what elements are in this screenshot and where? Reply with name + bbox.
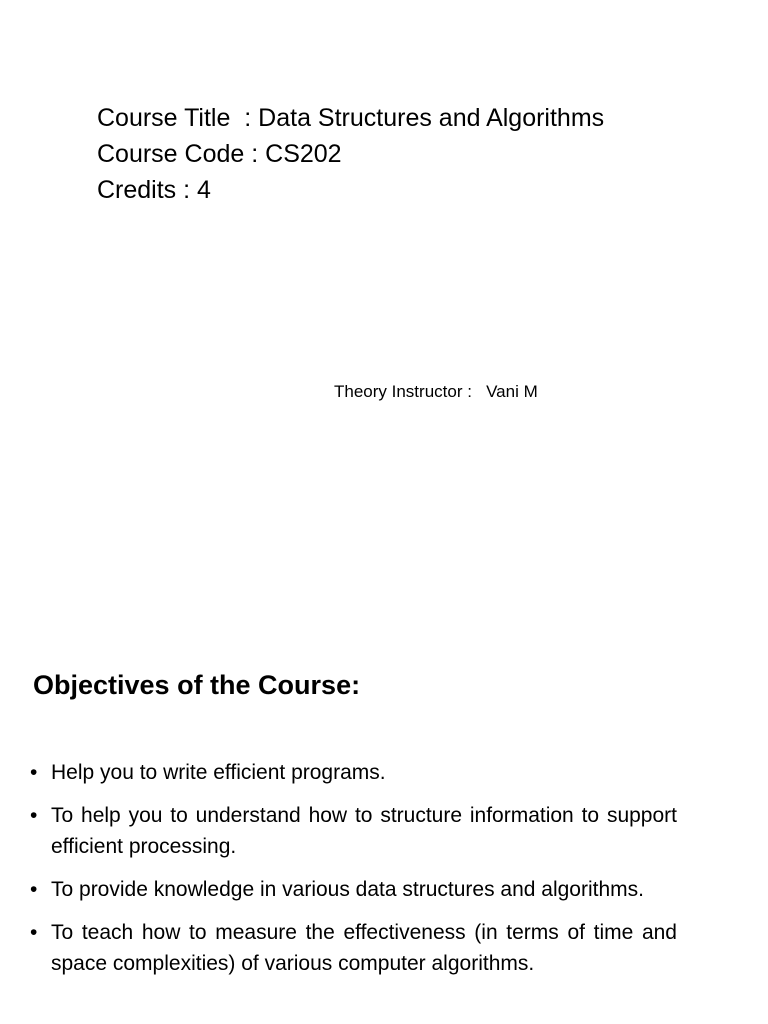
objectives-list (30, 757, 677, 991)
objective-item (30, 757, 677, 788)
objectives-slide (0, 640, 768, 1024)
objective-text: Help you to write efficient programs. (51, 761, 386, 784)
objective-text: To teach how to measure the effectiveness (in terms of time and space complexities) of various computer algorithms. (51, 921, 677, 975)
course-code: Course Code : CS202 (97, 140, 342, 168)
objective-item (30, 917, 677, 979)
course-credits: Credits : 4 (97, 176, 211, 204)
course-title: Course Title : Data Structures and Algorithms (97, 104, 605, 132)
objective-text: To help you to understand how to structure information to support efficient processing. (51, 804, 677, 858)
theory-instructor: Theory Instructor : Vani M (334, 382, 538, 401)
bullet-icon: • (30, 921, 38, 944)
objective-text: To provide knowledge in various data structures and algorithms. (51, 878, 644, 901)
objective-item (30, 800, 677, 862)
objectives-heading: Objectives of the Course: (33, 670, 361, 700)
course-info (97, 100, 604, 208)
bullet-icon: • (30, 761, 38, 784)
bullet-icon: • (30, 804, 38, 827)
bullet-icon: • (30, 878, 38, 901)
objective-item (30, 874, 677, 905)
